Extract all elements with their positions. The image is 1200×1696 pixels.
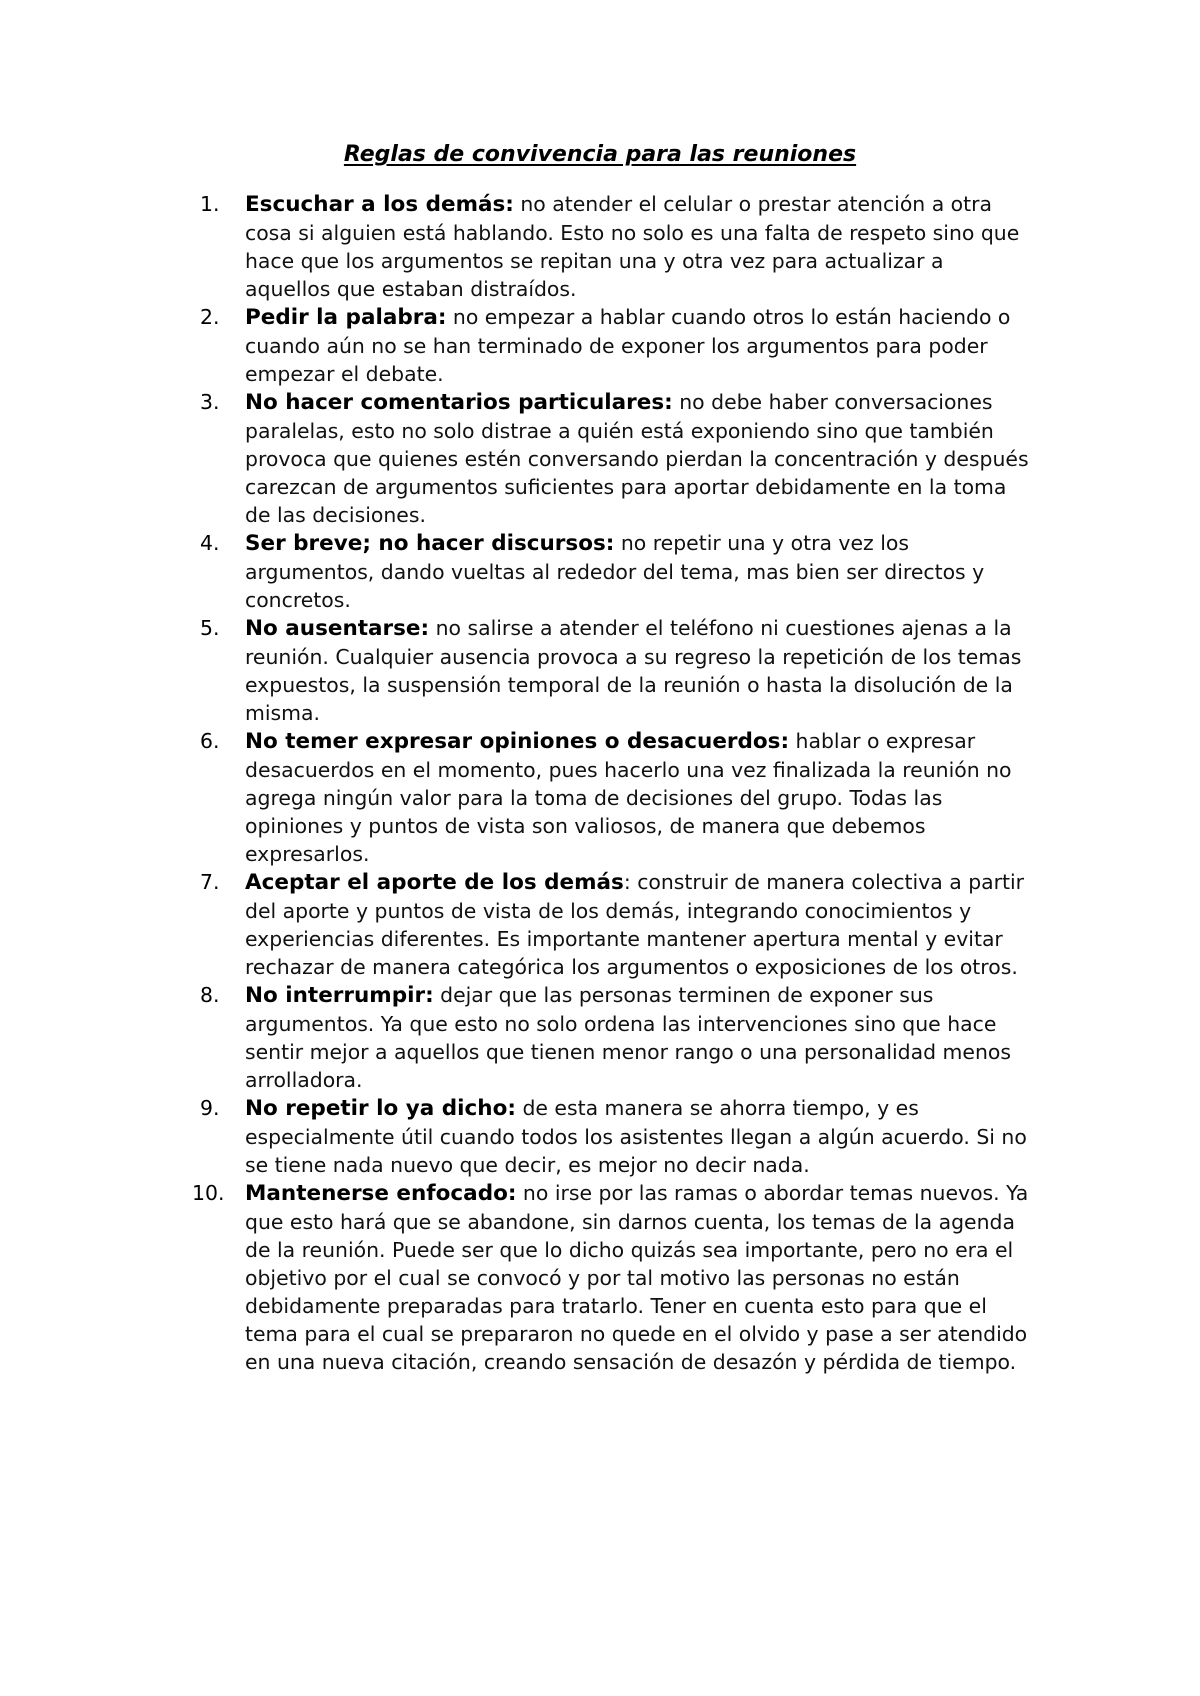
rule-heading: No repetir lo ya dicho: [245,1096,516,1121]
rule-text: no irse por las ramas o abordar temas nuevos. Ya que esto hará que se abandone, sin darnos cuenta, los temas de la agenda de la reunión. Puede ser que lo dicho quizás sea importante, pero no era el objetivo por el cual se convocó y por tal motivo las personas no están debidamente preparadas para tratarlo. Tener en cuenta esto para que el tema para el cual se prepararon no quede en el olvido y pase a ser atendido en una nueva citación, creando sensación de desazón y pérdida de tiempo. [245,1181,1029,1374]
list-item [200,868,1035,981]
rule-heading: No temer expresar opiniones o desacuerdos: [245,729,790,754]
list-item-number: 8. [200,983,220,1007]
list-item [200,981,1035,1094]
list-item [192,1179,1035,1376]
rule-text: hablar o expresar desacuerdos en el momento, pues hacerlo una vez finalizada la reunión no agrega ningún valor para la toma de decisiones del grupo. Todas las opiniones y puntos de vista son valiosos, de manera que debemos expresarlos. [245,729,1012,866]
rule-text: no salirse a atender el teléfono ni cuestiones ajenas a la reunión. Cualquier ausencia provoca a su regreso la repetición de los temas expuestos, la suspensión temporal de la reunión o hasta la disolución de la misma. [245,616,1022,725]
rule-text: no repetir una y otra vez los argumentos, dando vueltas al rededor del tema, mas bien ser directos y concretos. [245,531,985,612]
rule-heading: No ausentarse: [245,616,430,641]
rules-list [192,190,1035,1376]
list-item-number: 4. [200,531,220,555]
rule-text: no atender el celular o prestar atención a otra cosa si alguien está hablando. Esto no solo es una falta de respeto sino que hace que los argumentos se repitan una y otra vez para actualizar a aquellos que estaban distraídos. [245,192,1020,301]
document-title: Reglas de convivencia para las reuniones [343,142,857,167]
list-item [200,303,1035,388]
rule-heading: No hacer comentarios particulares: [245,390,673,415]
list-item-number: 1. [200,192,220,216]
list-item [200,190,1035,303]
rule-text: de esta manera se ahorra tiempo, y es especialmente útil cuando todos los asistentes llegan a algún acuerdo. Si no se tiene nada nuevo que decir, es mejor no decir nada. [245,1096,1027,1177]
list-item [200,1094,1035,1179]
rule-heading: No interrumpir: [245,983,434,1008]
rule-heading: Mantenerse enfocado: [245,1181,517,1206]
rule-heading: Escuchar a los demás: [245,192,514,217]
list-item-number: 7. [200,870,220,894]
rule-text: no empezar a hablar cuando otros lo están haciendo o cuando aún no se han terminado de exponer los argumentos para poder empezar el debate. [245,305,1011,386]
rule-text: dejar que las personas terminen de exponer sus argumentos. Ya que esto no solo ordena las intervenciones sino que hace sentir mejor a aquellos que tienen menor rango o una personalidad menos arrolladora. [245,983,1011,1092]
list-item-number: 9. [200,1096,220,1120]
rule-text: no debe haber conversaciones paralelas, esto no solo distrae a quién está exponiendo sino que también provoca que quienes estén conversando pierdan la concentración y después carezcan de argumentos suficientes para aportar debidamente en la toma de las decisiones. [245,390,1029,527]
list-item-number: 10. [192,1181,225,1205]
rule-heading: Pedir la palabra: [245,305,447,330]
list-item [200,614,1035,727]
rule-heading: Ser breve; no hacer discursos: [245,531,615,556]
list-item [200,727,1035,868]
list-item-number: 2. [200,305,220,329]
rule-text: : construir de manera colectiva a partir del aporte y puntos de vista de los demás, integrando conocimientos y experiencias diferentes. Es importante mantener apertura mental y evitar rechazar de manera categórica los argumentos o exposiciones de los otros. [245,870,1025,979]
list-item-number: 6. [200,729,220,753]
list-item-number: 3. [200,390,220,414]
list-item [200,529,1035,614]
rule-heading: Aceptar el aporte de los demás [245,870,624,895]
list-item [200,388,1035,529]
list-item-number: 5. [200,616,220,640]
